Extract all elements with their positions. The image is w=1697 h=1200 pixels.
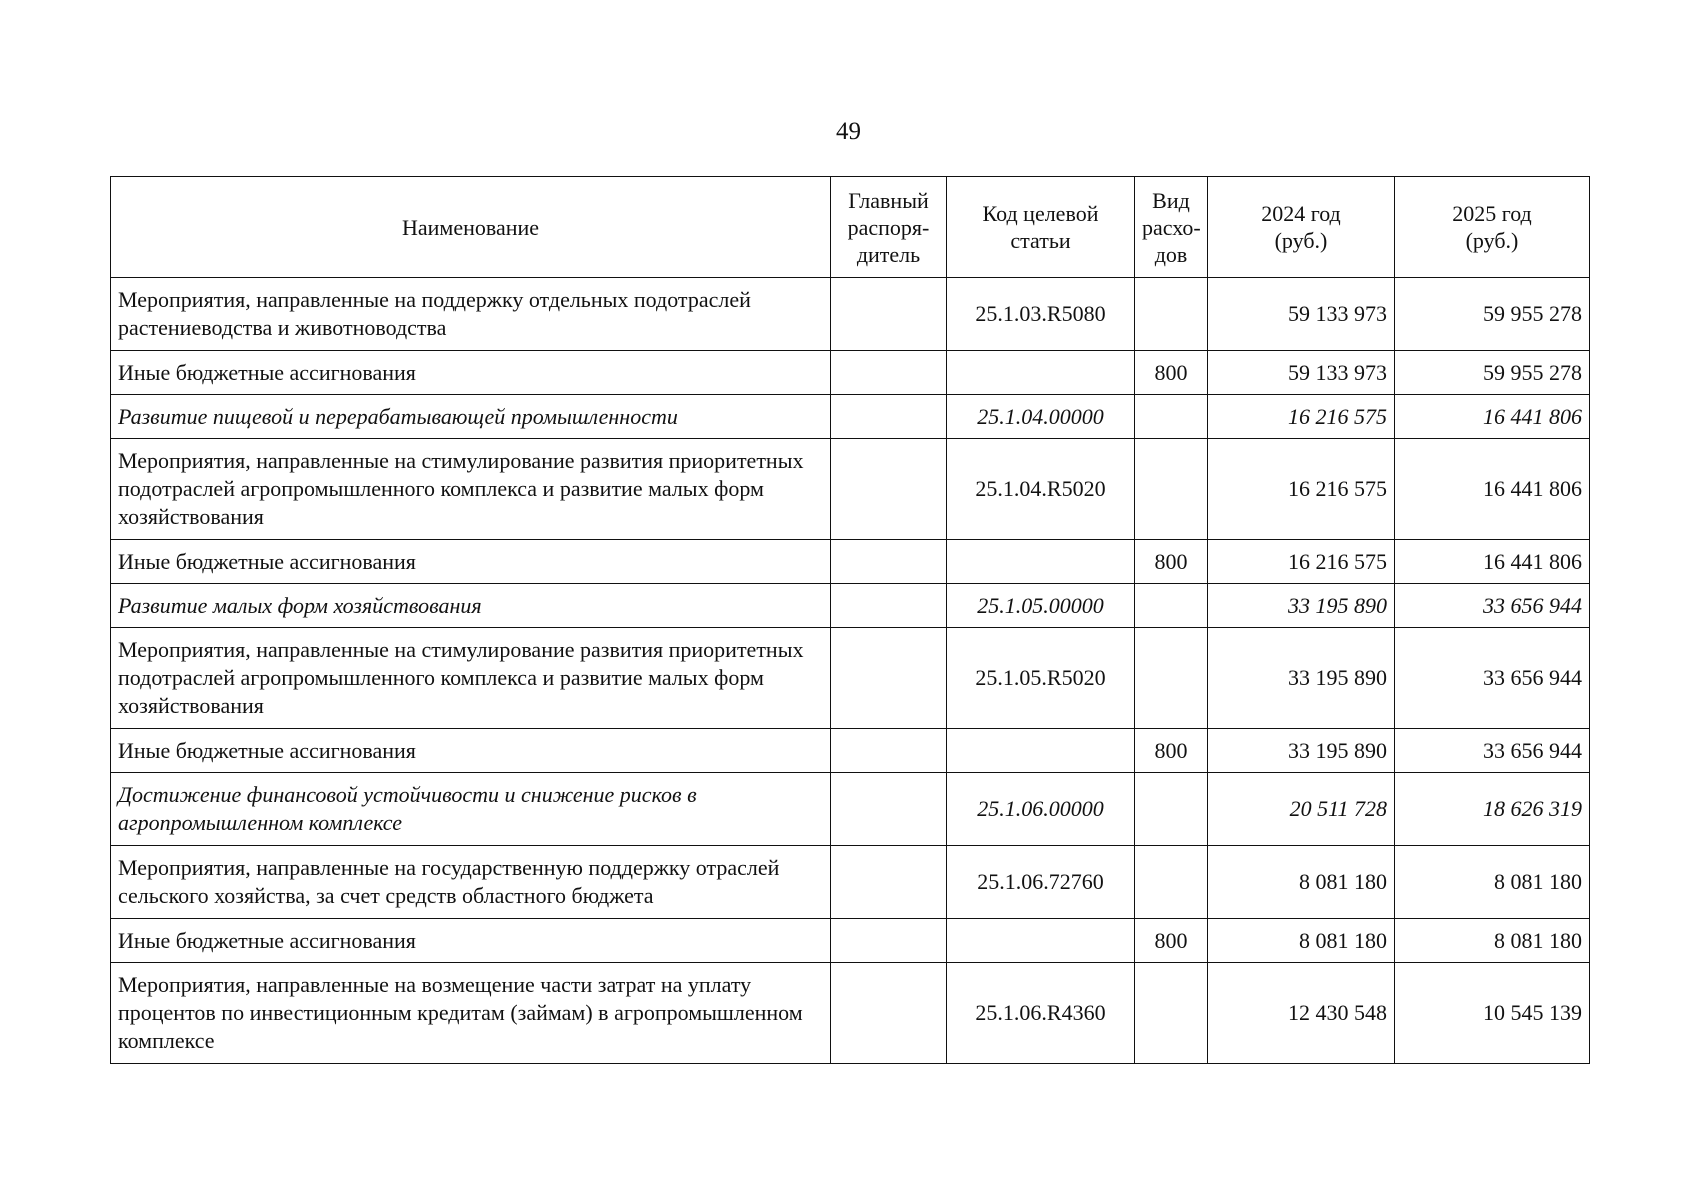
header-kind-line1: Вид <box>1152 187 1190 213</box>
cell-name: Достижение финансовой устойчивости и снижение рисков в агропромышленном комплексе <box>111 773 831 846</box>
cell-manager <box>831 919 947 963</box>
cell-manager <box>831 963 947 1064</box>
header-name: Наименование <box>111 177 831 278</box>
cell-kind: 800 <box>1135 540 1208 584</box>
cell-kind <box>1135 584 1208 628</box>
cell-manager <box>831 846 947 919</box>
cell-2024: 59 133 973 <box>1208 351 1395 395</box>
cell-2025: 59 955 278 <box>1395 351 1590 395</box>
cell-name: Развитие пищевой и перерабатывающей промышленности <box>111 395 831 439</box>
cell-2025: 59 955 278 <box>1395 278 1590 351</box>
cell-2024: 59 133 973 <box>1208 278 1395 351</box>
header-code <box>947 177 1135 278</box>
cell-2025: 18 626 319 <box>1395 773 1590 846</box>
table-row <box>111 773 1590 846</box>
cell-name: Иные бюджетные ассигнования <box>111 729 831 773</box>
table-row <box>111 439 1590 540</box>
cell-name: Мероприятия, направленные на стимулирование развития приоритетных подотраслей агропромышленного комплекса и развитие малых форм хозяйствования <box>111 439 831 540</box>
table-row <box>111 351 1590 395</box>
cell-kind: 800 <box>1135 729 1208 773</box>
header-code-line2: статьи <box>1010 228 1071 253</box>
table-row <box>111 919 1590 963</box>
cell-2025: 33 656 944 <box>1395 584 1590 628</box>
cell-code: 25.1.04.00000 <box>947 395 1135 439</box>
cell-manager <box>831 628 947 729</box>
header-kind-line2: расхо- <box>1142 214 1201 240</box>
cell-name: Мероприятия, направленные на возмещение части затрат на уплату процентов по инвестиционным кредитам (займам) в агропромышленном комплексе <box>111 963 831 1064</box>
table-row <box>111 584 1590 628</box>
cell-code <box>947 919 1135 963</box>
cell-kind <box>1135 439 1208 540</box>
header-2024 <box>1208 177 1395 278</box>
cell-code: 25.1.05.00000 <box>947 584 1135 628</box>
cell-code: 25.1.06.72760 <box>947 846 1135 919</box>
cell-kind <box>1135 278 1208 351</box>
cell-kind: 800 <box>1135 919 1208 963</box>
header-2025 <box>1395 177 1590 278</box>
cell-2024: 33 195 890 <box>1208 729 1395 773</box>
cell-manager <box>831 584 947 628</box>
header-code-line1: Код целевой <box>982 201 1099 226</box>
cell-2025: 10 545 139 <box>1395 963 1590 1064</box>
cell-code: 25.1.06.R4360 <box>947 963 1135 1064</box>
page-number: 49 <box>836 118 861 145</box>
cell-2025: 16 441 806 <box>1395 439 1590 540</box>
table-row <box>111 729 1590 773</box>
cell-kind: 800 <box>1135 351 1208 395</box>
table-header-row <box>111 177 1590 278</box>
cell-kind <box>1135 963 1208 1064</box>
header-manager <box>831 177 947 278</box>
header-manager-line2: распоря- <box>847 214 930 240</box>
cell-kind <box>1135 773 1208 846</box>
cell-manager <box>831 439 947 540</box>
cell-2024: 16 216 575 <box>1208 395 1395 439</box>
cell-2025: 16 441 806 <box>1395 540 1590 584</box>
cell-2025: 33 656 944 <box>1395 729 1590 773</box>
table-row <box>111 395 1590 439</box>
table-row <box>111 628 1590 729</box>
cell-manager <box>831 773 947 846</box>
cell-name: Иные бюджетные ассигнования <box>111 919 831 963</box>
cell-2024: 20 511 728 <box>1208 773 1395 846</box>
cell-code: 25.1.06.00000 <box>947 773 1135 846</box>
cell-2024: 16 216 575 <box>1208 540 1395 584</box>
cell-name: Иные бюджетные ассигнования <box>111 351 831 395</box>
cell-2025: 33 656 944 <box>1395 628 1590 729</box>
cell-kind <box>1135 846 1208 919</box>
cell-2024: 33 195 890 <box>1208 628 1395 729</box>
cell-2024: 12 430 548 <box>1208 963 1395 1064</box>
cell-name: Иные бюджетные ассигнования <box>111 540 831 584</box>
header-kind <box>1135 177 1208 278</box>
cell-code <box>947 540 1135 584</box>
table-row <box>111 540 1590 584</box>
header-2024-line2: (руб.) <box>1274 228 1328 253</box>
header-manager-line1: Главный <box>848 187 929 213</box>
cell-manager <box>831 278 947 351</box>
cell-2025: 8 081 180 <box>1395 919 1590 963</box>
cell-manager <box>831 351 947 395</box>
header-manager-line3: дитель <box>856 241 921 267</box>
budget-table <box>110 176 1590 1064</box>
table-row <box>111 278 1590 351</box>
header-2025-line1: 2025 год <box>1452 201 1532 226</box>
header-kind-line3: дов <box>1154 241 1188 267</box>
cell-code: 25.1.03.R5080 <box>947 278 1135 351</box>
cell-kind <box>1135 628 1208 729</box>
cell-name: Развитие малых форм хозяйствования <box>111 584 831 628</box>
cell-2024: 8 081 180 <box>1208 846 1395 919</box>
cell-2024: 33 195 890 <box>1208 584 1395 628</box>
cell-name: Мероприятия, направленные на государственную поддержку отраслей сельского хозяйства, за счет средств областного бюджета <box>111 846 831 919</box>
cell-name: Мероприятия, направленные на стимулирование развития приоритетных подотраслей агропромышленного комплекса и развитие малых форм хозяйствования <box>111 628 831 729</box>
cell-manager <box>831 395 947 439</box>
cell-2025: 8 081 180 <box>1395 846 1590 919</box>
cell-manager <box>831 729 947 773</box>
cell-code <box>947 729 1135 773</box>
cell-code: 25.1.04.R5020 <box>947 439 1135 540</box>
table-row <box>111 963 1590 1064</box>
header-2025-line2: (руб.) <box>1465 228 1519 253</box>
cell-2024: 8 081 180 <box>1208 919 1395 963</box>
cell-2024: 16 216 575 <box>1208 439 1395 540</box>
cell-name: Мероприятия, направленные на поддержку отдельных подотраслей растениеводства и животноводства <box>111 278 831 351</box>
cell-code: 25.1.05.R5020 <box>947 628 1135 729</box>
cell-kind <box>1135 395 1208 439</box>
cell-2025: 16 441 806 <box>1395 395 1590 439</box>
cell-code <box>947 351 1135 395</box>
cell-manager <box>831 540 947 584</box>
header-2024-line1: 2024 год <box>1261 201 1341 226</box>
table-row <box>111 846 1590 919</box>
